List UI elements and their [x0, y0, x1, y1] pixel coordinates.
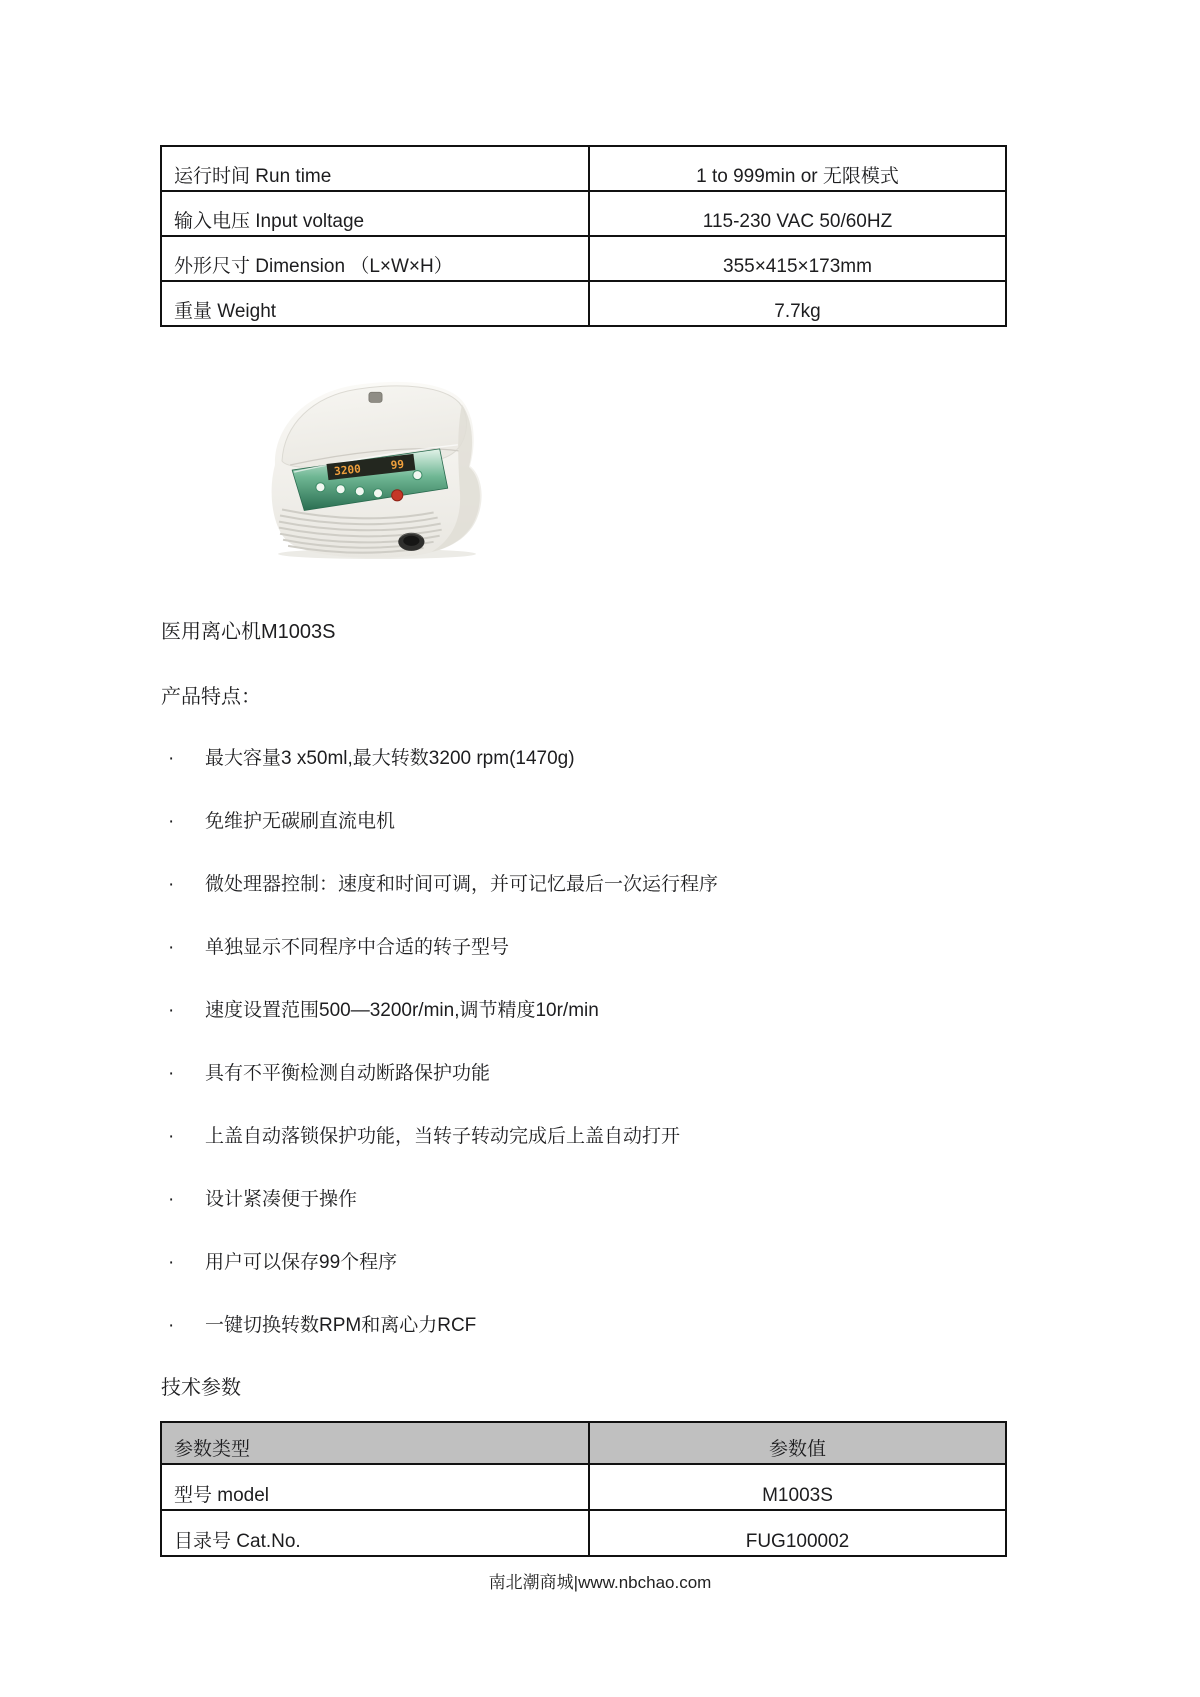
feature-text: 上盖自动落锁保护功能，当转子转动完成后上盖自动打开: [205, 1126, 681, 1147]
feature-text: 用户可以保存99个程序: [205, 1252, 398, 1273]
spec-value: 7.7kg: [589, 281, 1006, 326]
param-value-header: 参数值: [589, 1422, 1006, 1464]
spec-value: 1 to 999min or 无限模式: [589, 146, 1006, 191]
centrifuge-illustration: [258, 368, 494, 560]
spec-value: 355×415×173mm: [589, 236, 1006, 281]
table-row: [161, 1510, 1006, 1556]
feature-text: 微处理器控制：速度和时间可调，并可记忆最后一次运行程序: [205, 874, 719, 895]
footer-separator: |: [573, 1573, 579, 1592]
power-knob: [398, 533, 424, 551]
list-item: [160, 1187, 1060, 1212]
list-item: [160, 746, 1060, 771]
bullet-icon: ·: [168, 1126, 175, 1147]
bullet-icon: ·: [168, 811, 175, 832]
bullet-icon: ·: [168, 1252, 175, 1273]
bullet-icon: ·: [168, 1315, 175, 1336]
feature-text: 一键切换转数RPM和离心力RCF: [205, 1315, 477, 1336]
spec-table: [160, 145, 1007, 327]
spec-label: 重量 Weight: [161, 281, 589, 326]
time-readout: 99: [390, 457, 405, 473]
param-type-header: 参数类型: [161, 1422, 589, 1464]
bullet-icon: ·: [168, 874, 175, 895]
list-item: [160, 1061, 1060, 1086]
table-row: [161, 281, 1006, 326]
model-title: 医用离心机M1003S: [161, 621, 336, 643]
feature-text: 单独显示不同程序中合适的转子型号: [205, 937, 510, 958]
bullet-icon: ·: [168, 937, 175, 958]
list-item: [160, 1313, 1060, 1338]
list-item: [160, 935, 1060, 960]
feature-text: 具有不平衡检测自动断路保护功能: [205, 1063, 491, 1084]
param-value: FUG100002: [589, 1510, 1006, 1556]
lid-latch-button: [369, 392, 382, 402]
table-row: [161, 191, 1006, 236]
start-button: [392, 490, 403, 501]
list-item: [160, 1250, 1060, 1275]
spec-value: 115-230 VAC 50/60HZ: [589, 191, 1006, 236]
bullet-icon: ·: [168, 1063, 175, 1084]
tech-params-heading: 技术参数: [161, 1377, 241, 1399]
feature-text: 最大容量3 x50ml,最大转数3200 rpm(1470g): [205, 748, 575, 769]
product-photo: [258, 368, 494, 560]
features-heading: 产品特点：: [161, 686, 261, 708]
feature-text: 速度设置范围500—3200r/min,调节精度10r/min: [205, 1000, 599, 1021]
feature-text: 设计紧凑便于操作: [205, 1189, 358, 1210]
spec-label: 运行时间 Run time: [161, 146, 589, 191]
footer-site-name: 南北潮商城: [488, 1573, 574, 1592]
param-value: M1003S: [589, 1464, 1006, 1510]
table-row: [161, 1464, 1006, 1510]
param-label: 型号 model: [161, 1464, 589, 1510]
bullet-icon: ·: [168, 1000, 175, 1021]
table-row: [161, 236, 1006, 281]
list-item: [160, 872, 1060, 897]
spec-label: 外形尺寸 Dimension （L×W×H）: [161, 236, 589, 281]
bullet-icon: ·: [168, 748, 175, 769]
speed-readout: 3200: [333, 462, 362, 479]
param-table: [160, 1421, 1007, 1557]
feature-text: 免维护无碳刷直流电机: [205, 811, 396, 832]
feature-list: [160, 746, 1060, 1376]
list-item: [160, 809, 1060, 834]
spec-label: 输入电压 Input voltage: [161, 191, 589, 236]
list-item: [160, 998, 1060, 1023]
table-row: [161, 146, 1006, 191]
bullet-icon: ·: [168, 1189, 175, 1210]
page-footer: [0, 1572, 1200, 1594]
table-header-row: [161, 1422, 1006, 1464]
param-label: 目录号 Cat.No.: [161, 1510, 589, 1556]
list-item: [160, 1124, 1060, 1149]
footer-url: www.nbchao.com: [578, 1573, 712, 1592]
